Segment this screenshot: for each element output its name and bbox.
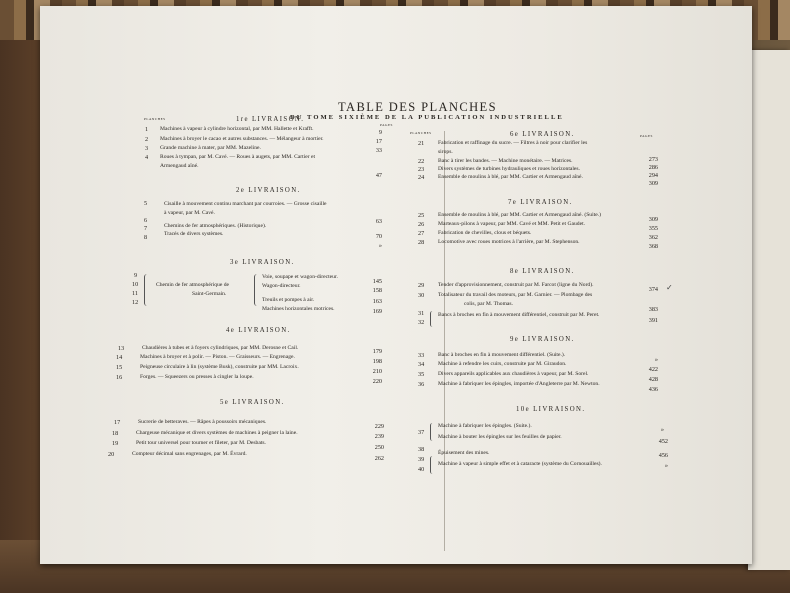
entry-page: 33 (375, 147, 382, 154)
entry-number: 37 (418, 429, 425, 436)
entry-number: 14 (116, 354, 123, 361)
entry-description: Ensemble de moulins à blé, par MM. Cartier et Armengaud aîné. (438, 174, 583, 180)
entry-number: 32 (418, 319, 425, 326)
entry-page: 309 (648, 180, 658, 187)
entry-number: 28 (418, 239, 425, 246)
entry-page: 158 (372, 287, 382, 294)
entry-description: Machine à vapeur à simple effet et à cataracte (système du Cornouailles). (438, 461, 602, 467)
entry-description: Forges. — Squeezers ou presses à cingler la loupe. (140, 374, 254, 380)
entry-number: 36 (418, 381, 425, 388)
pages-label-right: PAGES (640, 134, 653, 138)
entry-page: 17 (375, 138, 382, 145)
entry-page: 239 (374, 433, 384, 440)
entry-number: 33 (418, 352, 425, 359)
entry-description: à vapeur, par M. Cavé. (164, 210, 215, 216)
entry-page: 163 (372, 298, 382, 305)
entry-page: 294 (648, 172, 658, 179)
section-heading: 7e LIVRAISON. (508, 199, 573, 206)
entry-number: 29 (418, 282, 425, 289)
entry-number: 8 (144, 234, 148, 241)
entry-description: Chargeuse mécanique et divers systèmes de machines à peigner la laine. (136, 430, 298, 436)
entry-page: 368 (648, 243, 658, 250)
entry-description: Voie, soupape et wagon-directeur. (262, 274, 338, 280)
entry-page: 452 (658, 438, 668, 445)
section-heading: 1re LIVRAISON. (236, 116, 305, 123)
entry-description: sirops. (438, 149, 453, 155)
entry-description: Ensemble de moulins à blé, par MM. Cartier et Armengaud aîné. (Suite.) (438, 212, 601, 218)
entry-number: 31 (418, 310, 425, 317)
entry-page: 273 (648, 156, 658, 163)
entry-description: Divers appareils applicables aux chaudières à vapeur, par M. Sorel. (438, 371, 589, 377)
entry-description: Locomotive avec roues motrices à l'arrière, par M. Stephenson. (438, 239, 580, 245)
brace (144, 274, 150, 306)
entry-page: 436 (648, 386, 658, 393)
entry-description: Armengaud aîné. (160, 163, 199, 169)
entry-number: 20 (108, 451, 115, 458)
section-heading: 6e LIVRAISON. (510, 131, 575, 138)
entry-number: 10 (132, 281, 139, 288)
entry-page: 286 (648, 164, 658, 171)
entry-number: 40 (418, 466, 425, 473)
entry-description: Chemin de fer atmosphérique de (156, 282, 230, 288)
entry-page: » (660, 426, 664, 433)
section-heading: 3e LIVRAISON. (230, 259, 295, 266)
entry-number: 18 (112, 430, 119, 437)
entry-description: Fabrication de chevilles, clous et béquets. (438, 230, 532, 236)
entry-description: Machine à bouter les épingles sur les feuilles de papier. (438, 434, 562, 440)
entry-number: 34 (418, 361, 425, 368)
brace (430, 456, 435, 474)
entry-number: 27 (418, 230, 425, 237)
brace (430, 311, 435, 327)
entry-page: 355 (648, 225, 658, 232)
entry-description: Cisaille à mouvement continu marchant par courroies. — Grosse cisaille (164, 201, 327, 207)
entry-number: 38 (418, 446, 425, 453)
entry-number: 25 (418, 212, 425, 219)
section-heading: 9e LIVRAISON. (510, 336, 575, 343)
entry-description: Bancs à broches en fin à mouvement différentiel, construit par M. Peret. (438, 312, 600, 318)
entry-page: 309 (648, 216, 658, 223)
entry-description: Wagon-directeur. (262, 283, 301, 289)
entry-description: Saint-Germain. (192, 291, 227, 297)
entry-page: 179 (372, 348, 382, 355)
entry-description: Machines à broyer le cacao et autres substances. — Mélangeur à mortier. (160, 136, 324, 142)
pages-label-left: PAGES (380, 123, 393, 127)
adjacent-sheet (748, 50, 790, 570)
entry-description: Compteur décimal sans engrenages, par M. Évrard. (132, 451, 247, 457)
entry-page: 262 (374, 455, 384, 462)
entry-description: Peigneuse circulaire à lin (système Busk), construite par MM. Lacroix. (140, 364, 299, 370)
document-page (40, 6, 752, 564)
brace (254, 274, 260, 306)
page-subtitle: DU TOME SIXIÈME DE LA PUBLICATION INDUSTRIELLE (290, 114, 564, 121)
entry-number: 15 (116, 364, 123, 371)
entry-description: Grande machine à mater, par MM. Mazeline. (160, 145, 261, 151)
entry-description: Roues à tympan, par M. Cavé. — Roues à augets, par MM. Cartier et (160, 154, 316, 160)
entry-number: 30 (418, 292, 425, 299)
entry-number: 21 (418, 140, 425, 147)
entry-page: 428 (648, 376, 658, 383)
entry-description: Chaudières à tubes et à foyers cylindriques, par MM. Derosne et Cail. (142, 345, 299, 351)
section-heading: 10e LIVRAISON. (516, 406, 586, 413)
entry-page: » (664, 462, 668, 469)
column-separator (444, 131, 445, 551)
entry-page: 250 (374, 444, 384, 451)
entry-description: Machines à broyer et à polir. — Piston. — Graisseurs. — Engrenage. (140, 354, 295, 360)
entry-number: 4 (145, 154, 149, 161)
entry-number: 39 (418, 456, 425, 463)
entry-page: 362 (648, 234, 658, 241)
entry-description: Divers systèmes de turbines hydrauliques et roues horizontales. (438, 166, 580, 172)
entry-description: Banc à tirer les bandes. — Machine monétaire. — Matrices. (438, 158, 573, 164)
entry-page: 198 (372, 358, 382, 365)
entry-page: 210 (372, 368, 382, 375)
entry-number: 35 (418, 371, 425, 378)
entry-page: 374 (648, 286, 658, 293)
entry-number: 2 (145, 136, 149, 143)
entry-description: Totalisateur du travail des moteurs, par M. Garnier. — Plombage des (438, 292, 593, 298)
entry-description: Fabrication et raffinage du sucre. — Filtres à noir pour clarifier les (438, 140, 588, 146)
planches-label-right: PLANCHES (410, 131, 432, 135)
brace (430, 423, 435, 441)
entry-number: 5 (144, 200, 148, 207)
entry-description: Machines à vapeur à cylindre horizontal, par MM. Hallette et Krafft. (160, 126, 314, 132)
pencil-annotation: ✓ (666, 283, 673, 292)
entry-page: 169 (372, 308, 382, 315)
entry-description: Tender d'approvisionnement, construit par M. Farcot (ligne du Nord). (438, 282, 594, 288)
entry-number: 26 (418, 221, 425, 228)
entry-description: colis, par M. Thomas. (464, 301, 513, 307)
entry-number: 1 (145, 126, 149, 133)
entry-page: 422 (648, 366, 658, 373)
entry-description: Banc à broches en fin à mouvement différentiel. (Suite.). (438, 352, 566, 358)
entry-page: 145 (372, 278, 382, 285)
entry-number: 23 (418, 166, 425, 173)
entry-description: Tracés de divers systèmes. (164, 231, 224, 237)
entry-number: 17 (114, 419, 121, 426)
entry-number: 13 (118, 345, 125, 352)
entry-page: 63 (375, 218, 382, 225)
entry-description: Machines horizontales motrices. (262, 306, 335, 312)
entry-number: 16 (116, 374, 123, 381)
entry-description: Machine à fabriquer les épingles. (Suite.). (438, 423, 532, 429)
section-heading: 2e LIVRAISON. (236, 187, 301, 194)
entry-description: Chemins de fer atmosphériques. (Historique). (164, 223, 267, 229)
entry-page: 391 (648, 317, 658, 324)
entry-number: 7 (144, 225, 148, 232)
entry-number: 19 (112, 440, 119, 447)
entry-page: » (654, 356, 658, 363)
entry-number: 22 (418, 158, 425, 165)
entry-page: 456 (658, 452, 668, 459)
entry-number: 24 (418, 174, 425, 181)
section-heading: 4e LIVRAISON. (226, 327, 291, 334)
entry-page: 229 (374, 423, 384, 430)
entry-number: 11 (132, 290, 138, 297)
planches-label-left: PLANCHES (144, 117, 166, 121)
entry-description: Machine à fabriquer les épingles, importée d'Angleterre par M. Newton. (438, 381, 600, 387)
entry-description: Sucrerie de betteraves. — Râpes à poussoirs mécaniques. (138, 419, 267, 425)
section-heading: 8e LIVRAISON. (510, 268, 575, 275)
entry-page: » (378, 242, 382, 249)
entry-number: 9 (134, 272, 138, 279)
entry-page: 383 (648, 306, 658, 313)
entry-number: 12 (132, 299, 139, 306)
entry-number: 6 (144, 217, 148, 224)
page-title: TABLE DES PLANCHES (338, 100, 497, 114)
entry-description: Petit tour universel pour tourner et fileter, par M. Desbats. (136, 440, 266, 446)
entry-description: Machine à refendre les cuirs, construite par M. Giraudon. (438, 361, 567, 367)
entry-page: 47 (375, 172, 382, 179)
entry-description: Treuils et pompes à air. (262, 297, 315, 303)
entry-number: 3 (145, 145, 149, 152)
entry-page: 9 (378, 129, 382, 136)
entry-description: Épuisement des mines. (438, 450, 490, 456)
entry-description: Marteaux-pilons à vapeur, par MM. Cavé et MM. Petit et Gaudet. (438, 221, 586, 227)
section-heading: 5e LIVRAISON. (220, 399, 285, 406)
entry-page: 220 (372, 378, 382, 385)
entry-page: 70 (375, 233, 382, 240)
